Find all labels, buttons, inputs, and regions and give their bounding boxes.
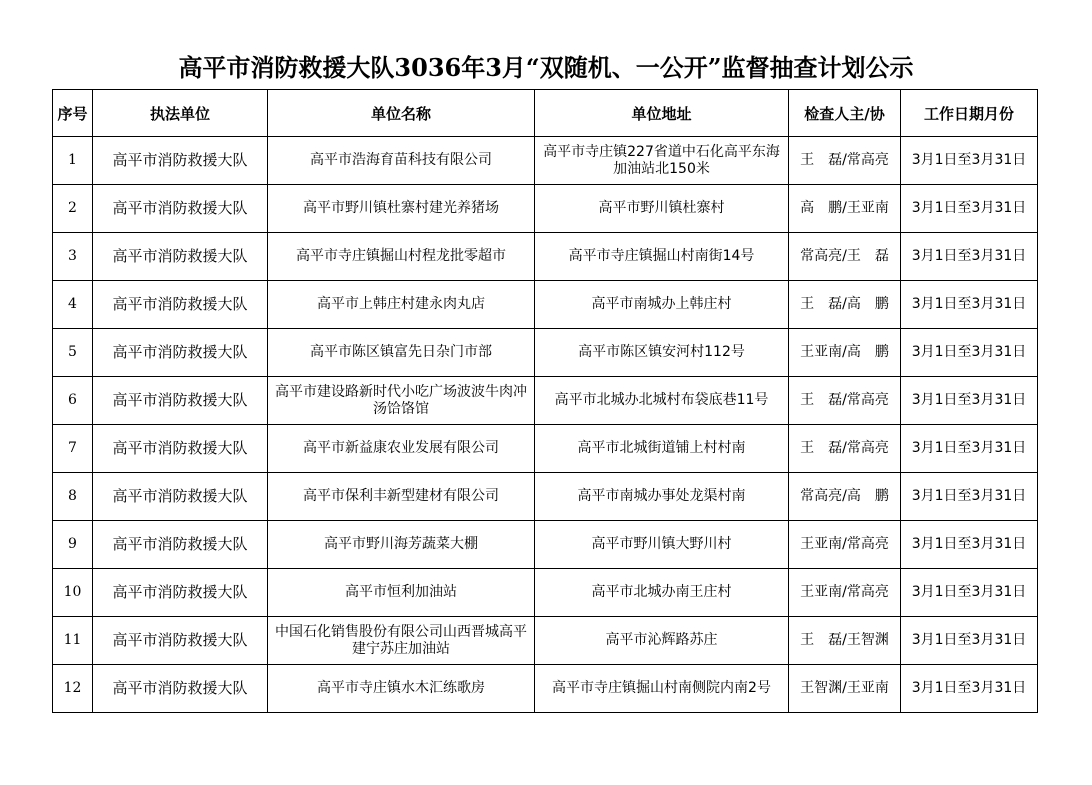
table-row: [53, 665, 1038, 713]
enforcement-unit-cell: 高平市消防救援大队: [93, 329, 268, 377]
company-address-cell: 高平市北城办北城村布袋底巷11号: [535, 377, 789, 425]
company-name-cell: 高平市新益康农业发展有限公司: [268, 425, 535, 473]
company-address-cell: 高平市寺庄镇227省道中石化高平东海加油站北150米: [535, 137, 789, 185]
enforcement-unit-cell: 高平市消防救援大队: [93, 377, 268, 425]
company-address-cell: 高平市北城街道铺上村村南: [535, 425, 789, 473]
work-period-cell: 3月1日至3月31日: [901, 473, 1038, 521]
company-name-cell: 高平市上韩庄村建永肉丸店: [268, 281, 535, 329]
table-body: [53, 137, 1038, 713]
work-period-cell: 3月1日至3月31日: [901, 521, 1038, 569]
work-period-cell: 3月1日至3月31日: [901, 665, 1038, 713]
company-address-cell: 高平市南城办事处龙渠村南: [535, 473, 789, 521]
serial-number-cell: 6: [53, 377, 93, 425]
work-period-cell: 3月1日至3月31日: [901, 137, 1038, 185]
work-period-cell: 3月1日至3月31日: [901, 425, 1038, 473]
work-period-cell: 3月1日至3月31日: [901, 281, 1038, 329]
serial-number-cell: 10: [53, 569, 93, 617]
inspectors-cell: 王智渊/王亚南: [789, 665, 901, 713]
company-name-cell: 中国石化销售股份有限公司山西晋城高平建宁苏庄加油站: [268, 617, 535, 665]
company-name-cell: 高平市建设路新时代小吃广场波波牛肉冲汤饸饹馆: [268, 377, 535, 425]
enforcement-unit-cell: 高平市消防救援大队: [93, 521, 268, 569]
serial-number-cell: 2: [53, 185, 93, 233]
inspectors-cell: 王 磊/常高亮: [789, 425, 901, 473]
table-row: [53, 185, 1038, 233]
work-period-cell: 3月1日至3月31日: [901, 617, 1038, 665]
enforcement-unit-cell: 高平市消防救援大队: [93, 185, 268, 233]
company-address-cell: 高平市寺庄镇掘山村南侧院内南2号: [535, 665, 789, 713]
serial-number-cell: 12: [53, 665, 93, 713]
company-address-cell: 高平市野川镇杜寨村: [535, 185, 789, 233]
company-address-cell: 高平市野川镇大野川村: [535, 521, 789, 569]
company-name-cell: 高平市陈区镇富先日杂门市部: [268, 329, 535, 377]
serial-number-cell: 11: [53, 617, 93, 665]
table-header-row: [53, 90, 1038, 137]
inspectors-cell: 王 磊/高 鹏: [789, 281, 901, 329]
enforcement-unit-cell: 高平市消防救援大队: [93, 569, 268, 617]
company-address-cell: 高平市陈区镇安河村112号: [535, 329, 789, 377]
serial-number-cell: 3: [53, 233, 93, 281]
company-name-cell: 高平市保利丰新型建材有限公司: [268, 473, 535, 521]
enforcement-unit-cell: 高平市消防救援大队: [93, 137, 268, 185]
serial-number-cell: 8: [53, 473, 93, 521]
table-row: [53, 617, 1038, 665]
work-period-cell: 3月1日至3月31日: [901, 329, 1038, 377]
document-title: 高平市消防救援大队3036年3月“双随机、一公开”监督抽查计划公示: [178, 53, 914, 82]
header-company-name: 单位名称: [268, 90, 535, 137]
company-address-cell: 高平市沁辉路苏庄: [535, 617, 789, 665]
work-period-cell: 3月1日至3月31日: [901, 377, 1038, 425]
table-row: [53, 521, 1038, 569]
enforcement-unit-cell: 高平市消防救援大队: [93, 473, 268, 521]
enforcement-unit-cell: 高平市消防救援大队: [93, 665, 268, 713]
inspectors-cell: 王亚南/高 鹏: [789, 329, 901, 377]
header-company-address: 单位地址: [535, 90, 789, 137]
serial-number-cell: 5: [53, 329, 93, 377]
header-inspectors: 检查人主/协: [789, 90, 901, 137]
company-name-cell: 高平市恒利加油站: [268, 569, 535, 617]
enforcement-unit-cell: 高平市消防救援大队: [93, 233, 268, 281]
company-name-cell: 高平市寺庄镇掘山村程龙批零超市: [268, 233, 535, 281]
header-enforcement-unit: 执法单位: [93, 90, 268, 137]
inspectors-cell: 王亚南/常高亮: [789, 569, 901, 617]
company-name-cell: 高平市寺庄镇水木汇练歌房: [268, 665, 535, 713]
company-name-cell: 高平市野川海芳蔬菜大棚: [268, 521, 535, 569]
table-row: [53, 233, 1038, 281]
inspection-plan-table: [52, 89, 1038, 713]
inspectors-cell: 高 鹏/王亚南: [789, 185, 901, 233]
table-row: [53, 425, 1038, 473]
inspectors-cell: 王 磊/王智渊: [789, 617, 901, 665]
company-address-cell: 高平市寺庄镇掘山村南街14号: [535, 233, 789, 281]
work-period-cell: 3月1日至3月31日: [901, 185, 1038, 233]
table-row: [53, 569, 1038, 617]
serial-number-cell: 9: [53, 521, 93, 569]
inspectors-cell: 常高亮/王 磊: [789, 233, 901, 281]
enforcement-unit-cell: 高平市消防救援大队: [93, 425, 268, 473]
inspectors-cell: 王 磊/常高亮: [789, 377, 901, 425]
company-name-cell: 高平市浩海育苗科技有限公司: [268, 137, 535, 185]
company-name-cell: 高平市野川镇杜寨村建光养猪场: [268, 185, 535, 233]
serial-number-cell: 1: [53, 137, 93, 185]
inspectors-cell: 常高亮/高 鹏: [789, 473, 901, 521]
table-row: [53, 137, 1038, 185]
table-row: [53, 281, 1038, 329]
company-address-cell: 高平市南城办上韩庄村: [535, 281, 789, 329]
enforcement-unit-cell: 高平市消防救援大队: [93, 617, 268, 665]
table-row: [53, 329, 1038, 377]
inspectors-cell: 王亚南/常高亮: [789, 521, 901, 569]
table-row: [53, 377, 1038, 425]
table-row: [53, 473, 1038, 521]
enforcement-unit-cell: 高平市消防救援大队: [93, 281, 268, 329]
header-work-period: 工作日期月份: [901, 90, 1038, 137]
inspectors-cell: 王 磊/常高亮: [789, 137, 901, 185]
serial-number-cell: 7: [53, 425, 93, 473]
work-period-cell: 3月1日至3月31日: [901, 233, 1038, 281]
serial-number-cell: 4: [53, 281, 93, 329]
company-address-cell: 高平市北城办南王庄村: [535, 569, 789, 617]
work-period-cell: 3月1日至3月31日: [901, 569, 1038, 617]
header-serial-number: 序号: [53, 90, 93, 137]
